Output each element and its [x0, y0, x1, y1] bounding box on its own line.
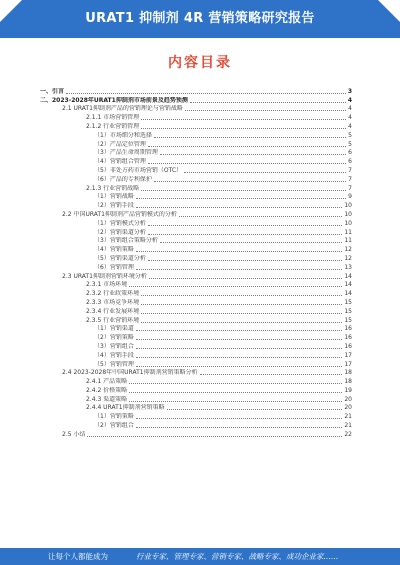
toc-entry-label: （1）市场细分和选择 [94, 131, 152, 139]
toc-entry[interactable] [40, 192, 352, 201]
toc-entry[interactable] [40, 139, 352, 148]
toc-entry-page: 4 [348, 122, 352, 130]
toc-leader-dots [154, 137, 346, 138]
toc-entry[interactable] [40, 86, 352, 95]
toc-leader-dots [136, 348, 343, 349]
toc-entry[interactable] [40, 262, 352, 271]
toc-leader-dots [160, 242, 343, 243]
toc-entry-label: 2.4.4 URAT1抑制剂营销策略 [86, 404, 165, 412]
toc-leader-dots [129, 401, 342, 402]
toc-leader-dots [141, 128, 346, 129]
toc-entry-page: 20 [344, 395, 352, 403]
toc-entry[interactable] [40, 420, 352, 429]
toc-leader-dots [148, 234, 343, 235]
toc-entry[interactable] [40, 350, 352, 359]
toc-leader-dots [136, 269, 343, 270]
toc-leader-dots [167, 409, 343, 410]
toc-entry-label: 2.1.3 行业营销战略 [86, 184, 140, 192]
toc-entry-page: 4 [348, 105, 352, 113]
toc-entry[interactable] [40, 394, 352, 403]
toc-entry-label: （4）营销手段 [94, 351, 134, 359]
toc-entry-page: 19 [344, 386, 352, 394]
toc-entry-page: 3 [347, 87, 352, 95]
toc-entry[interactable] [40, 306, 352, 315]
toc-entry[interactable] [40, 332, 352, 341]
toc-entry-page: 18 [344, 378, 352, 386]
toc-leader-dots [87, 436, 342, 437]
toc-entry-label: 2.3.1 市场环境 [86, 281, 128, 289]
toc-entry-label: 2.3.5 行业营销环境 [86, 316, 140, 324]
toc-entry-page: 10 [344, 219, 352, 227]
toc-entry-label: （5）营销渠道分析 [94, 254, 146, 262]
toc-entry-page: 14 [344, 281, 352, 289]
footer-slogan-left: 让每个人都能成为 [48, 552, 108, 561]
toc-entry-page: 17 [344, 360, 352, 368]
toc-entry-page: 16 [344, 334, 352, 342]
toc-entry[interactable] [40, 104, 352, 113]
toc-entry-label: （1）营销渠道 [94, 325, 134, 333]
toc-entry-page: 21 [344, 413, 352, 421]
toc-entry-label: 2.2 中国URAT1抑制剂产品营销模式的分析 [62, 210, 177, 218]
toc-entry-page: 9 [348, 193, 352, 201]
toc-entry-label: 2.3.2 行业政策环境 [86, 290, 140, 298]
table-of-contents [40, 86, 352, 438]
toc-entry-label: 2.1.2 行业营销管理 [86, 122, 140, 130]
toc-entry[interactable] [40, 341, 352, 350]
toc-entry-label: 2.4.3 渠道策略 [86, 395, 128, 403]
toc-entry[interactable] [40, 359, 352, 368]
toc-entry-page: 12 [344, 254, 352, 262]
toc-entry-page: 5 [348, 131, 352, 139]
toc-entry-label: （2）营销手段 [94, 202, 134, 210]
toc-entry-page: 6 [348, 158, 352, 166]
toc-leader-dots [136, 251, 343, 252]
toc-entry-label: （1）营销模式分析 [94, 219, 146, 227]
toc-leader-dots [129, 286, 342, 287]
toc-entry-page: 7 [348, 166, 352, 174]
toc-leader-dots [136, 207, 343, 208]
toc-entry-label: 2.4.2 价格策略 [86, 386, 128, 394]
toc-entry[interactable] [40, 200, 352, 209]
toc-entry-label: （2）营销组合 [94, 422, 134, 430]
footer-slogan-right: 行业专家、管理专家、营销专家、战略专家、成功企业家…… [136, 552, 339, 561]
toc-entry-label: （5）非处方药市场营销（OTC） [94, 166, 183, 174]
toc-entry[interactable] [40, 429, 352, 438]
toc-entry-label: 2.3.4 行业发展环境 [86, 307, 140, 315]
toc-leader-dots [136, 330, 343, 331]
toc-entry-page: 6 [348, 149, 352, 157]
toc-entry-label: 2.5 小结 [62, 430, 86, 438]
toc-entry[interactable] [40, 376, 352, 385]
toc-entry[interactable] [40, 324, 352, 333]
toc-leader-dots [160, 154, 346, 155]
toc-entry-page: 11 [344, 237, 352, 245]
toc-leader-dots [141, 190, 346, 191]
toc-leader-dots [129, 383, 342, 384]
toc-entry[interactable] [40, 403, 352, 412]
report-title: URAT1 抑制剂 4R 营销策略研究报告 [85, 11, 315, 26]
toc-entry-page: 20 [344, 404, 352, 412]
toc-entry-label: 二、2023-2028年URAT1抑制剂市场前景及趋势预测 [40, 96, 188, 104]
toc-entry[interactable] [40, 95, 352, 104]
toc-entry[interactable] [40, 315, 352, 324]
toc-entry[interactable] [40, 253, 352, 262]
toc-entry[interactable] [40, 112, 352, 121]
toc-leader-dots [148, 163, 346, 164]
toc-entry-label: 2.4.1 产品策略 [86, 378, 128, 386]
toc-leader-dots [129, 392, 342, 393]
toc-leader-dots [136, 427, 343, 428]
toc-leader-dots [136, 418, 343, 419]
toc-entry-label: 2.3.3 市场竞争环境 [86, 298, 140, 306]
toc-leader-dots [141, 304, 342, 305]
toc-entry-page: 4 [347, 96, 352, 104]
toc-entry-page: 10 [344, 202, 352, 210]
toc-leader-dots [149, 278, 342, 279]
toc-entry[interactable] [40, 183, 352, 192]
toc-leader-dots [66, 93, 346, 94]
toc-entry[interactable] [40, 156, 352, 165]
toc-entry[interactable] [40, 218, 352, 227]
toc-entry[interactable] [40, 174, 352, 183]
footer-banner [0, 548, 400, 565]
toc-entry-page: 10 [344, 210, 352, 218]
toc-entry-page: 17 [344, 351, 352, 359]
toc-leader-dots [154, 181, 346, 182]
toc-leader-dots [200, 374, 343, 375]
toc-leader-dots [136, 366, 343, 367]
toc-entry-page: 22 [344, 430, 352, 438]
toc-entry[interactable] [40, 385, 352, 394]
toc-entry-page: 4 [348, 114, 352, 122]
toc-entry-label: （2）营销策略 [94, 334, 134, 342]
toc-entry-label: 一、引言 [40, 87, 65, 95]
toc-entry-page: 15 [344, 307, 352, 315]
toc-entry-label: （1）营销策略 [94, 413, 134, 421]
toc-entry-page: 11 [344, 228, 352, 236]
toc-entry-page: 7 [348, 175, 352, 183]
toc-leader-dots [179, 216, 342, 217]
toc-entry[interactable] [40, 165, 352, 174]
toc-entry[interactable] [40, 130, 352, 139]
toc-leader-dots [148, 225, 343, 226]
toc-entry[interactable] [40, 148, 352, 157]
toc-entry-page: 12 [344, 246, 352, 254]
toc-entry-label: 2.4 2023-2028年中国URAT1抑制剂营销策略分析 [62, 369, 198, 377]
toc-entry-page: 16 [344, 325, 352, 333]
toc-heading: 内容目录 [168, 55, 232, 71]
toc-entry[interactable] [40, 288, 352, 297]
toc-entry-page: 16 [344, 342, 352, 350]
toc-entry[interactable] [40, 297, 352, 306]
header-banner [0, 0, 400, 38]
toc-leader-dots [148, 260, 343, 261]
toc-entry-page: 21 [344, 422, 352, 430]
toc-entry-label: （2）营销渠道分析 [94, 228, 146, 236]
toc-entry-label: （3）营销组合策略分析 [94, 237, 158, 245]
toc-entry-label: （1）营销战略 [94, 193, 134, 201]
toc-leader-dots [141, 313, 342, 314]
toc-entry-page: 5 [348, 140, 352, 148]
toc-entry-page: 14 [344, 272, 352, 280]
toc-entry-label: （6）产品的专利保护 [94, 175, 152, 183]
toc-entry-label: 2.3 URAT1抑制剂营销环境分析 [62, 272, 147, 280]
toc-leader-dots [141, 295, 342, 296]
toc-leader-dots [190, 102, 346, 103]
toc-entry-label: （4）营销策略 [94, 246, 134, 254]
toc-entry[interactable] [40, 271, 352, 280]
toc-leader-dots [184, 172, 346, 173]
toc-entry[interactable] [40, 244, 352, 253]
toc-leader-dots [148, 146, 346, 147]
toc-entry-label: （6）营销管理 [94, 263, 134, 271]
toc-entry[interactable] [40, 368, 352, 377]
toc-entry-page: 13 [344, 263, 352, 271]
toc-entry-page: 15 [344, 298, 352, 306]
toc-entry-label: 2.1.1 市场营销管理 [86, 114, 140, 122]
toc-entry-page: 15 [344, 316, 352, 324]
toc-leader-dots [185, 110, 346, 111]
toc-entry-label: （5）营销管理 [94, 360, 134, 368]
toc-leader-dots [136, 357, 343, 358]
toc-leader-dots [141, 322, 342, 323]
toc-entry[interactable] [40, 121, 352, 130]
toc-entry-label: （2）产品定位管理 [94, 140, 146, 148]
toc-entry-page: 18 [344, 369, 352, 377]
toc-leader-dots [136, 198, 346, 199]
toc-leader-dots [136, 339, 343, 340]
toc-entry[interactable] [40, 236, 352, 245]
toc-entry-label: （3）营销组合 [94, 342, 134, 350]
toc-entry-label: （3）产品生命周期管理 [94, 149, 158, 157]
toc-entry[interactable] [40, 280, 352, 289]
toc-leader-dots [141, 119, 346, 120]
toc-entry-label: 2.1 URAT1抑制剂产品的营销理论与营销战略 [62, 105, 183, 113]
toc-entry[interactable] [40, 227, 352, 236]
toc-entry[interactable] [40, 411, 352, 420]
toc-entry-page: 7 [348, 184, 352, 192]
toc-entry-page: 14 [344, 290, 352, 298]
toc-entry-label: （4）营销组合管理 [94, 158, 146, 166]
toc-entry[interactable] [40, 209, 352, 218]
